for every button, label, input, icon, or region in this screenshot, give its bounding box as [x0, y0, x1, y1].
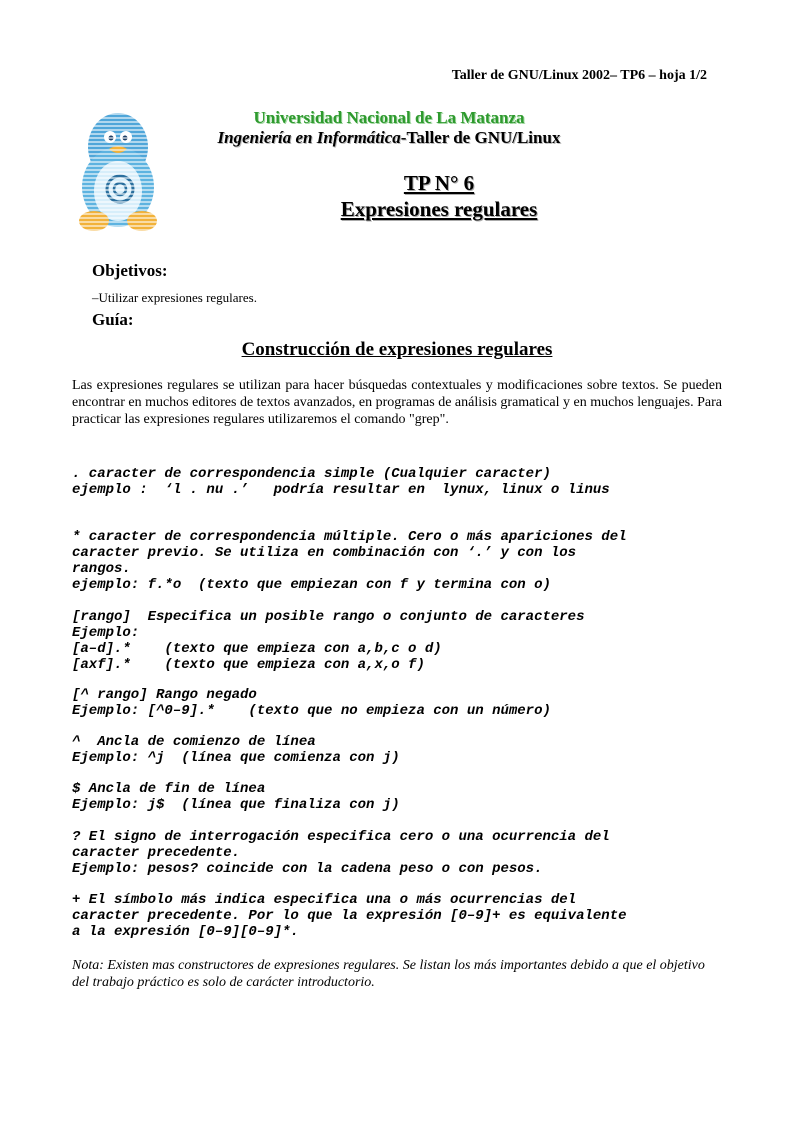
tp-title: Expresiones regulares	[340, 197, 538, 221]
objectives-heading: Objetivos:	[92, 261, 168, 280]
faculty-rest: -Taller de GNU/Linux	[400, 128, 561, 147]
penguin-logo-icon	[76, 105, 160, 235]
block-question: ? El signo de interrogación especifica cero o una ocurrencia del caracter precedente. Ejemplo: pesos? coincide con la cadena peso o con pesos.	[72, 829, 610, 877]
university-name: Universidad Nacional de La Matanza	[253, 108, 525, 127]
guide-heading: Guía:	[92, 310, 134, 329]
closing-note: Nota: Existen mas constructores de expresiones regulares. Se listan los más importantes debido a que el objetivo del trabajo práctico es solo de carácter introductorio.	[72, 958, 705, 990]
faculty-line	[180, 128, 598, 148]
block-negated: [^ rango] Rango negado Ejemplo: [^0–9].* (texto que no empieza con un número)	[72, 687, 551, 719]
faculty-italic: Ingeniería en Informática	[217, 128, 401, 147]
tp-number: TP N° 6	[403, 171, 475, 195]
block-star: * caracter de correspondencia múltiple. Cero o más apariciones del caracter previo. Se utiliza en combinación con ‘.’ y con los rangos. ejemplo: f.*o (texto que empiezan con f y termina con o)	[72, 529, 627, 593]
block-caret: ^ Ancla de comienzo de línea Ejemplo: ^j (línea que comienza con j)	[72, 734, 400, 766]
section-title: Construcción de expresiones regulares	[241, 339, 553, 360]
block-range: [rango] Especifica un posible rango o conjunto de caracteres Ejemplo: [a–d].* (texto que empieza con a,b,c o d) [axf].* (texto que empieza con a,x,o f)	[72, 609, 585, 673]
tp-heading	[200, 170, 678, 222]
block-plus: + El símbolo más indica especifica una o más ocurrencias del caracter precedente. Por lo que la expresión [0–9]+ es equivalente a la expresión [0–9][0–9]*.	[72, 892, 627, 940]
objective-item: –Utilizar expresiones regulares.	[92, 290, 257, 305]
running-head: Taller de GNU/Linux 2002– TP6 – hoja 1/2	[451, 68, 707, 83]
intro-paragraph: Las expresiones regulares se utilizan para hacer búsquedas contextuales y modificaciones sobre textos. Se pueden encontrar en muchos editores de textos avanzados, en programas de análisis gramatical y en muchos lenguajes. Para practicar las expresiones regulares utilizaremos el comando "grep".	[72, 378, 722, 427]
block-dollar: $ Ancla de fin de línea Ejemplo: j$ (línea que finaliza con j)	[72, 781, 400, 813]
block-dot: . caracter de correspondencia simple (Cualquier caracter) ejemplo : ‘l . nu .’ podría resultar en lynux, linux o linus	[72, 466, 610, 498]
